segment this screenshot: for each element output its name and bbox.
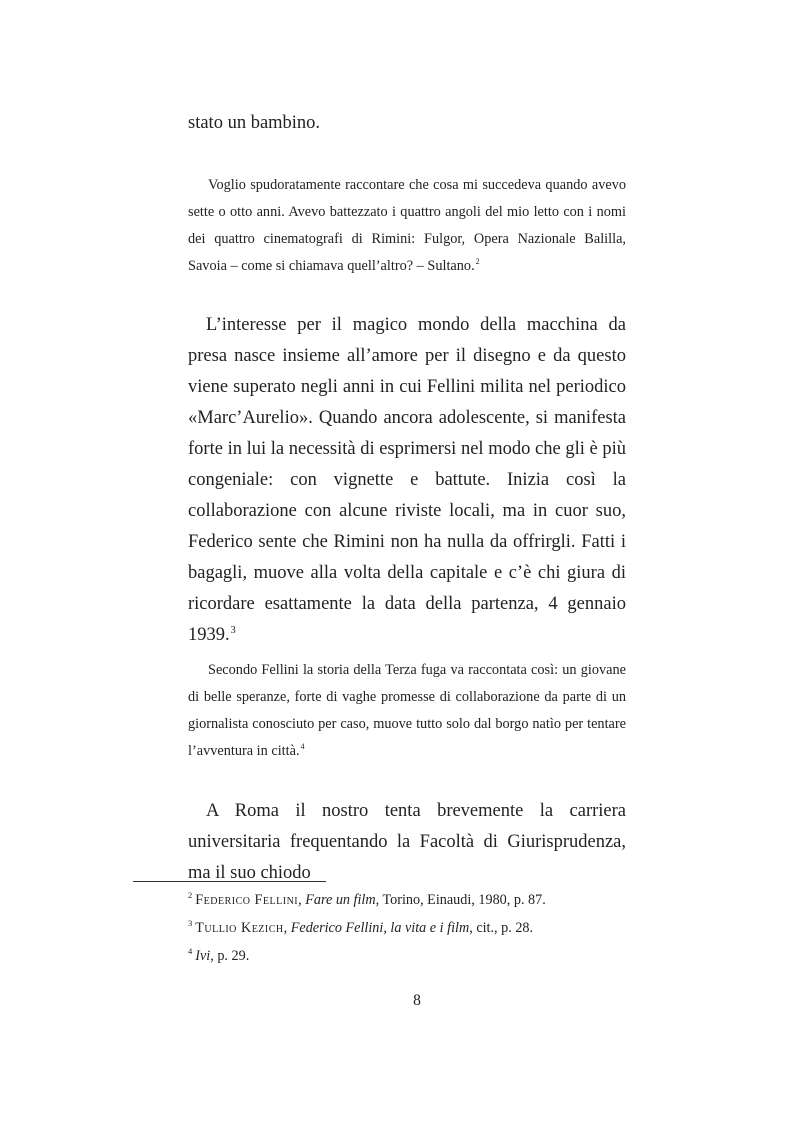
paragraph-text: A Roma il nostro tenta brevemente la carriera universitaria frequentando la Facoltà di Giurisprudenza, ma il suo chiodo — [188, 801, 626, 883]
block-quote-1 — [188, 172, 626, 280]
quote-text: Voglio spudoratamente raccontare che cosa mi succedeva quando avevo sette o otto anni. Avevo battezzato i quattro angoli del mio letto con i nomi dei quattro cinematografi di Rimini: Fulgor, Opera Nazionale Balilla, Savoia – come si chiamava quell’altro? – Sultano. — [188, 177, 626, 274]
footnote-2: $^2$ Federico Fellini, Fare un film, Torino, Einaudi, 1980, p. 87. — [188, 890, 546, 908]
footnote-rest: , Torino, Einaudi, 1980, p. 87. — [375, 892, 546, 908]
footnote-title: Ivi — [195, 948, 211, 964]
page-number: 8 — [413, 992, 421, 1009]
footnote-author: Tullio Kezich — [195, 920, 284, 936]
footnote-number: 4 — [188, 946, 193, 957]
footnote-separator — [133, 881, 326, 882]
footnote-rest: , p. 29. — [210, 948, 250, 964]
footnote-title: Fare un film — [305, 892, 376, 908]
footnote-number: 3 — [188, 918, 193, 929]
footnote-title: Federico Fellini, la vita e i film — [290, 920, 470, 936]
body-paragraph-1 — [188, 310, 626, 651]
footnote-number: 2 — [188, 890, 193, 901]
footnote-ref-2[interactable]: 2 — [475, 257, 480, 267]
continuation-paragraph: stato un bambino. — [188, 113, 321, 133]
footnote-4 — [188, 946, 658, 966]
footnote-rest: , cit., p. 28. — [469, 920, 534, 936]
footnote-ref-4[interactable]: 4 — [300, 742, 305, 752]
paragraph-text: L’interesse per il magico mondo della macchina da presa nasce insieme all’amore per il disegno e da questo viene superato negli anni in cui Fellini milita nel periodico «Marc’Aurelio». Quando ancora adolescente, si manifesta forte in lui la necessità di esprimersi nel modo che gli è più congeniale: con vignette e battute. Inizia così la collaborazione con alcune riviste locali, ma in cuor suo, Federico sente che Rimini non ha nulla da offrirgli. Fatti i bagagli, muove alla volta della capitale e c’è chi giura di ricordare esattamente la data della partenza, 4 gennaio 1939. — [188, 315, 626, 645]
footnote-author: Federico Fellini — [195, 892, 299, 908]
footnote-ref-3[interactable]: 3 — [230, 624, 236, 636]
quote-text: Secondo Fellini la storia della Terza fuga va raccontata così: un giovane di belle speranze, forte di vaghe promesse di collaborazione da parte di un giornalista conosciuto per caso, muove tutto solo dal borgo natìo per tentare l’avventura in città. — [188, 662, 626, 759]
block-quote-2 — [188, 657, 626, 765]
body-paragraph-2 — [188, 796, 626, 889]
footnote-3: $^3$ Tullio Kezich, Federico Fellini, la vita e i film, cit., p. 28. — [188, 918, 534, 936]
